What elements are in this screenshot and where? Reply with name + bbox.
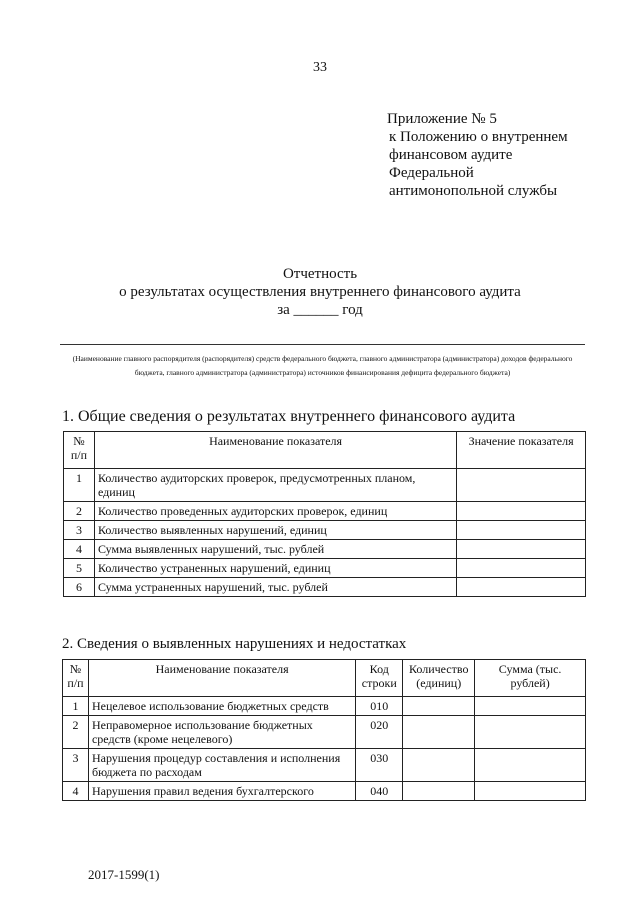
appendix-line: к Положению о внутреннем: [389, 129, 568, 145]
org-name-line: [60, 344, 585, 345]
row-value[interactable]: [457, 559, 586, 578]
row-sum[interactable]: [475, 782, 586, 801]
violations-table: [62, 659, 586, 801]
table-row: [63, 697, 586, 716]
row-qty[interactable]: [403, 782, 475, 801]
row-code: 030: [356, 749, 403, 782]
page-number: 33: [313, 60, 327, 75]
row-num: 2: [63, 716, 89, 749]
general-info-table: [63, 431, 586, 597]
table-row: [63, 716, 586, 749]
row-name: Нарушения процедур составления и исполнения бюджета по расходам: [88, 749, 355, 782]
row-qty[interactable]: [403, 697, 475, 716]
table-row: [63, 749, 586, 782]
header-sum: Сумма (тыс. рублей): [475, 660, 586, 697]
row-value[interactable]: [457, 578, 586, 597]
table-row: [64, 578, 586, 597]
row-sum[interactable]: [475, 749, 586, 782]
row-num: 2: [64, 502, 95, 521]
row-name: Сумма устраненных нарушений, тыс. рублей: [94, 578, 456, 597]
header-qty: Количество (единиц): [403, 660, 475, 697]
document-code: 2017-1599(1): [88, 867, 160, 882]
report-subtitle: о результатах осуществления внутреннего финансового аудита: [119, 284, 521, 300]
row-name: Количество устраненных нарушений, единиц: [94, 559, 456, 578]
row-num: 6: [64, 578, 95, 597]
row-name: Сумма выявленных нарушений, тыс. рублей: [94, 540, 456, 559]
row-sum[interactable]: [475, 697, 586, 716]
row-value[interactable]: [457, 540, 586, 559]
report-period: за ______ год: [277, 302, 363, 318]
row-num: 4: [63, 782, 89, 801]
row-value[interactable]: [457, 469, 586, 502]
report-title: Отчетность: [282, 266, 358, 282]
header-value: Значение показателя: [457, 432, 586, 469]
header-num: № п/п: [64, 432, 95, 469]
row-name: Нарушения правил ведения бухгалтерского: [88, 782, 355, 801]
row-qty[interactable]: [403, 716, 475, 749]
table-row: [64, 521, 586, 540]
appendix-line: Федеральной: [389, 165, 474, 181]
row-num: 4: [64, 540, 95, 559]
row-num: 5: [64, 559, 95, 578]
row-num: 3: [63, 749, 89, 782]
table-header-row: [64, 432, 586, 469]
appendix-line: Приложение № 5: [387, 111, 497, 127]
appendix-line: антимонопольной службы: [389, 183, 558, 199]
row-code: 040: [356, 782, 403, 801]
section1-heading: 1. Общие сведения о результатах внутреннего финансового аудита: [62, 408, 516, 425]
row-code: 010: [356, 697, 403, 716]
table-row: [64, 502, 586, 521]
section2-heading: 2. Сведения о выявленных нарушениях и недостатках: [62, 636, 407, 652]
row-num: 3: [64, 521, 95, 540]
row-value[interactable]: [457, 521, 586, 540]
row-sum[interactable]: [475, 716, 586, 749]
row-name: Нецелевое использование бюджетных средств: [88, 697, 355, 716]
row-name: Неправомерное использование бюджетных средств (кроме нецелевого): [88, 716, 355, 749]
row-name: Количество аудиторских проверок, предусмотренных планом, единиц: [94, 469, 456, 502]
table-row: [64, 559, 586, 578]
row-name: Количество выявленных нарушений, единиц: [94, 521, 456, 540]
row-num: 1: [64, 469, 95, 502]
report-title-block: [0, 265, 640, 319]
table-header-row: [63, 660, 586, 697]
row-name: Количество проведенных аудиторских проверок, единиц: [94, 502, 456, 521]
table-row: [63, 782, 586, 801]
table-row: [64, 540, 586, 559]
row-code: 020: [356, 716, 403, 749]
header-name: Наименование показателя: [94, 432, 456, 469]
header-num: № п/п: [63, 660, 89, 697]
table-row: [64, 469, 586, 502]
org-caption: (Наименование главного распорядителя (распорядителя) средств федерального бюджета, главного администратора (администратора) доходов федерального бюджета, главного администратора (администратора) источников финансирования дефицита федерального бюджета): [72, 354, 573, 377]
row-qty[interactable]: [403, 749, 475, 782]
row-num: 1: [63, 697, 89, 716]
header-code: Код строки: [356, 660, 403, 697]
row-value[interactable]: [457, 502, 586, 521]
header-name: Наименование показателя: [88, 660, 355, 697]
appendix-line: финансовом аудите: [389, 147, 513, 163]
appendix-block: [387, 110, 568, 200]
